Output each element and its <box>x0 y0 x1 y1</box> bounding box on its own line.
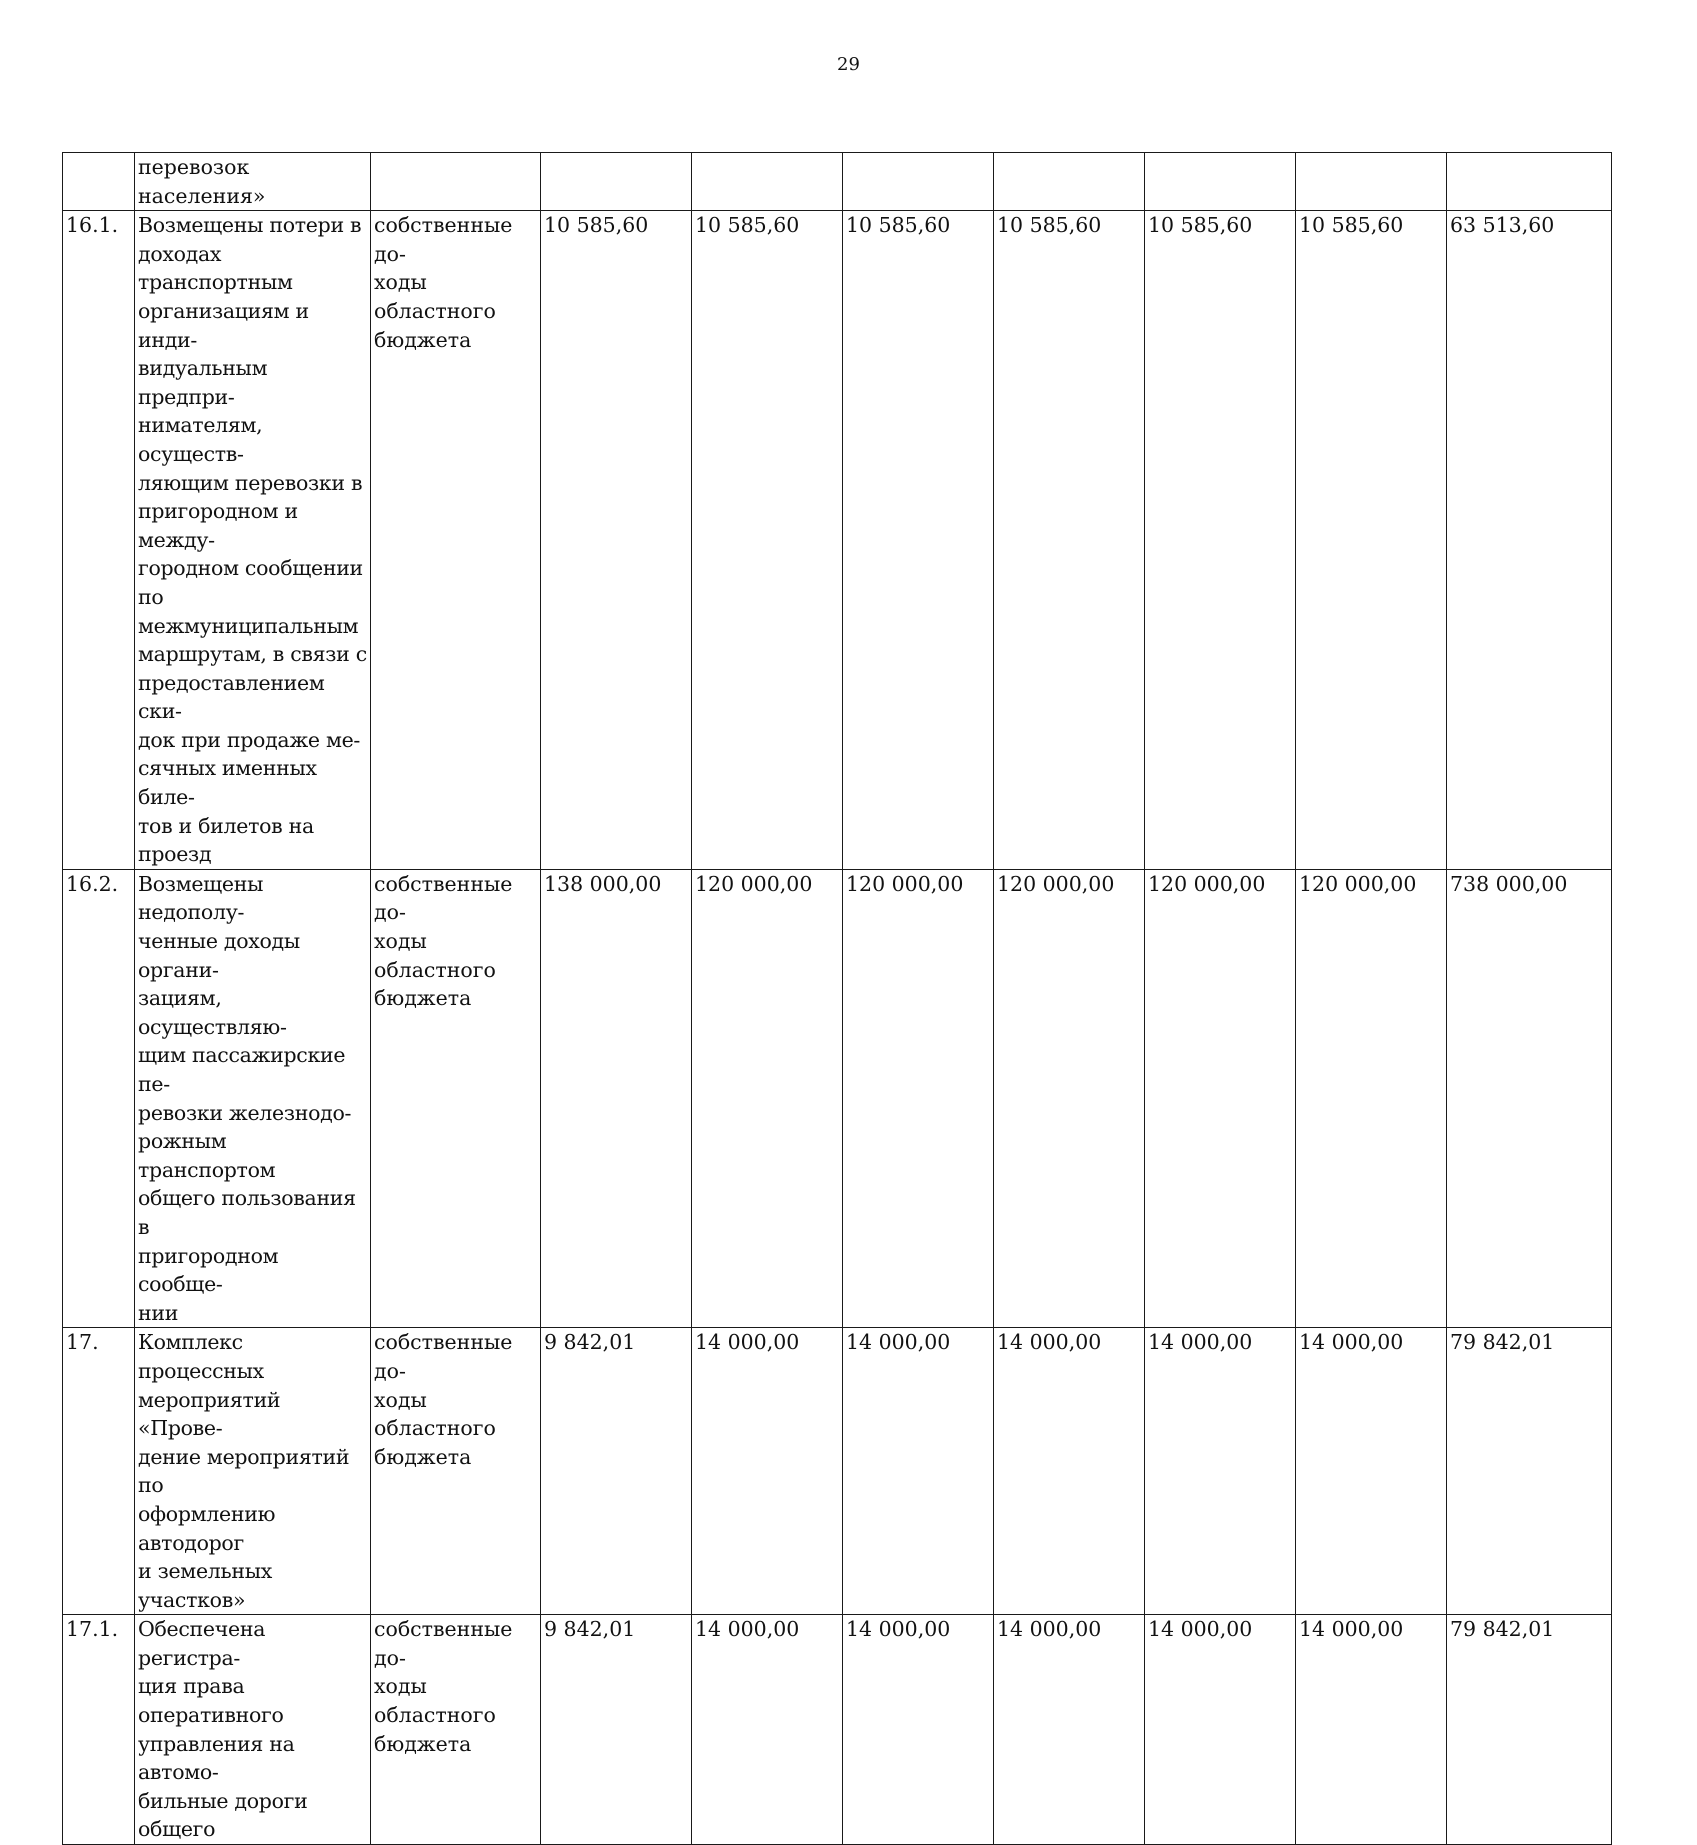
cell-source <box>371 1615 541 1845</box>
cell-value: 14 000,00 <box>692 1615 843 1845</box>
cell-value: 120 000,00 <box>1296 869 1447 1328</box>
cell-total: 738 000,00 <box>1447 869 1612 1328</box>
cell-num: 16.2. <box>63 869 135 1328</box>
cell-value <box>843 153 994 211</box>
cell-total: 63 513,60 <box>1447 211 1612 870</box>
cell-value: 10 585,60 <box>843 211 994 870</box>
cell-name <box>135 153 371 211</box>
cell-num: 17.1. <box>63 1615 135 1845</box>
cell-num: 17. <box>63 1328 135 1615</box>
row-name: Комплекс процессных мероприятий «Прове- дение мероприятий по оформлению автодорог и земельных участков» <box>138 1330 350 1612</box>
cell-value <box>1145 153 1296 211</box>
budget-table <box>62 152 1612 1845</box>
cell-value: 9 842,01 <box>541 1328 692 1615</box>
cell-value <box>994 153 1145 211</box>
cell-total: 79 842,01 <box>1447 1328 1612 1615</box>
page-number: 29 <box>837 54 860 75</box>
cell-value: 14 000,00 <box>1145 1615 1296 1845</box>
cell-value <box>1296 153 1447 211</box>
cell-source <box>371 869 541 1328</box>
cell-value: 14 000,00 <box>1296 1328 1447 1615</box>
cell-total <box>1447 153 1612 211</box>
cell-value: 138 000,00 <box>541 869 692 1328</box>
cell-value: 120 000,00 <box>1145 869 1296 1328</box>
cell-value: 10 585,60 <box>1145 211 1296 870</box>
cell-value: 14 000,00 <box>1145 1328 1296 1615</box>
cell-value: 14 000,00 <box>1296 1615 1447 1845</box>
cell-value: 9 842,01 <box>541 1615 692 1845</box>
row-name: Обеспечена регистра- ция права оперативного управления на автомо- бильные дороги общего <box>138 1617 308 1842</box>
row-name: перевозок населения» <box>138 155 266 208</box>
cell-name <box>135 1328 371 1615</box>
cell-value: 14 000,00 <box>692 1328 843 1615</box>
row-name: Возмещены потери в доходах транспортным организациям и инди- видуальным предпри- нимателям, осуществ- ляющим перевозки в пригородном и между- городном сообщении по межмуниципальным маршрутам, в связи с предоставлением ски- док при продаже ме- сячных именных биле- тов и билетов на проезд <box>138 213 367 867</box>
table-row-continuation <box>63 153 1612 211</box>
table-row <box>63 869 1612 1328</box>
cell-value: 10 585,60 <box>541 211 692 870</box>
cell-value: 120 000,00 <box>994 869 1145 1328</box>
cell-value <box>692 153 843 211</box>
cell-value: 120 000,00 <box>843 869 994 1328</box>
cell-source <box>371 211 541 870</box>
cell-value: 10 585,60 <box>994 211 1145 870</box>
cell-value: 14 000,00 <box>843 1328 994 1615</box>
cell-total: 79 842,01 <box>1447 1615 1612 1845</box>
cell-num: 16.1. <box>63 211 135 870</box>
cell-value: 10 585,60 <box>1296 211 1447 870</box>
row-source: собственные до- ходы областного бюджета <box>374 213 513 352</box>
cell-source <box>371 1328 541 1615</box>
cell-value: 14 000,00 <box>843 1615 994 1845</box>
cell-value: 120 000,00 <box>692 869 843 1328</box>
cell-name <box>135 211 371 870</box>
table-row <box>63 211 1612 870</box>
cell-value <box>541 153 692 211</box>
row-source: собственные до- ходы областного бюджета <box>374 1617 513 1756</box>
row-source: собственные до- ходы областного бюджета <box>374 871 513 1011</box>
row-source: собственные до- ходы областного бюджета <box>374 1330 513 1469</box>
table-row <box>63 1328 1612 1615</box>
cell-num <box>63 153 135 211</box>
cell-value: 14 000,00 <box>994 1615 1145 1845</box>
cell-source <box>371 153 541 211</box>
cell-name <box>135 1615 371 1845</box>
cell-name <box>135 869 371 1328</box>
row-name: Возмещены недополу- ченные доходы органи- зациям, осуществляю- щим пассажирские пе- ревозки железнодо- рожным транспортом общего пользования в пригородном сообще- нии <box>138 871 356 1325</box>
cell-value: 10 585,60 <box>692 211 843 870</box>
table-row <box>63 1615 1612 1845</box>
cell-value: 14 000,00 <box>994 1328 1145 1615</box>
